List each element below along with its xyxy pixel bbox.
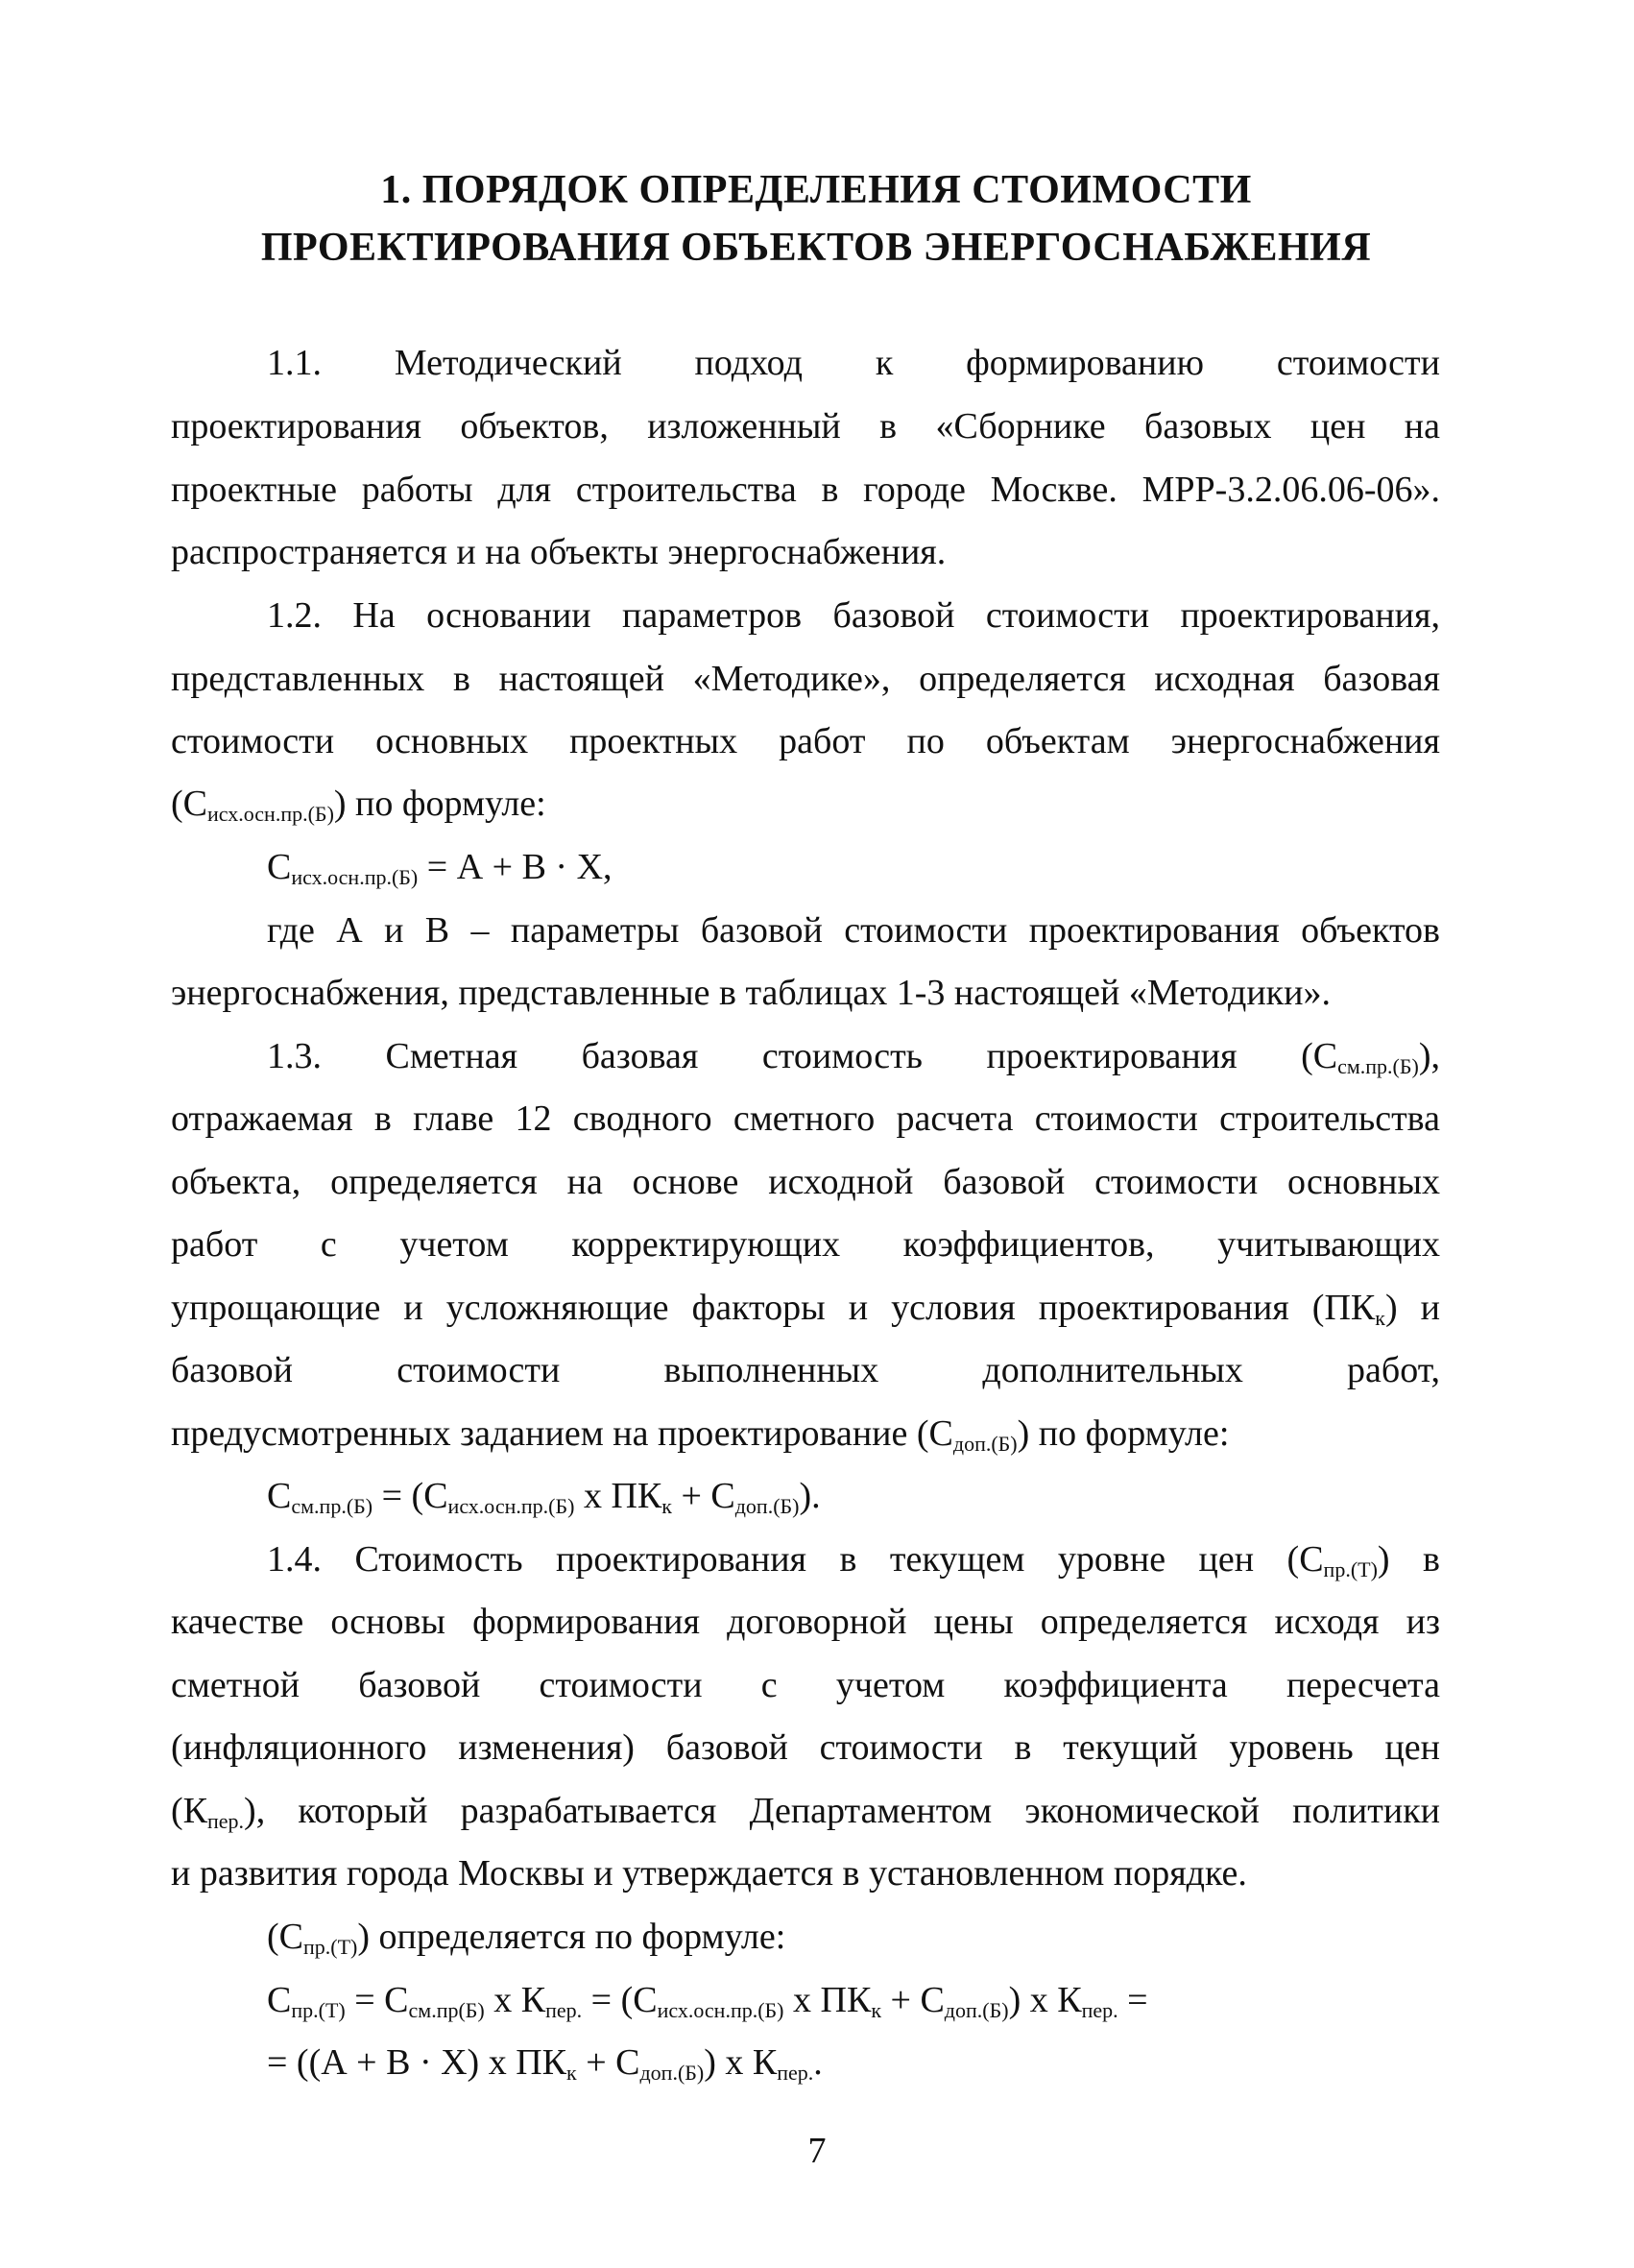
- paragraph-1-3-line-3: объекта, определяется на основе исходной базовой стоимости основных: [171, 1162, 1440, 1202]
- paragraph-1-4-line-3: сметной базовой стоимости с учетом коэффициента пересчета: [171, 1665, 1440, 1705]
- paragraph-1-2-line-3: стоимости основных проектных работ по объектам энергоснабжения: [171, 721, 1440, 761]
- paragraph-1-2-line-1: 1.2. На основании параметров базовой стоимости проектирования,: [267, 595, 1440, 636]
- paragraph-1-1-line-2: проектирования объектов, изложенный в «Сборнике базовых цен на: [171, 406, 1440, 446]
- paragraph-params-line-2: энергоснабжения, представленные в таблицах 1-3 настоящей «Методики».: [171, 973, 1331, 1013]
- section-title: [173, 161, 1459, 277]
- paragraph-1-3-line-5: упрощающие и усложняющие факторы и условия проектирования $(ПК_к)$ и: [171, 1288, 1440, 1330]
- paragraph-1-4-line-5: $(К_{пер.})$, который разрабатывается Департаментом экономической политики: [171, 1791, 1440, 1833]
- title-line-1: 1. ПОРЯДОК ОПРЕДЕЛЕНИЯ СТОИМОСТИ: [380, 168, 1252, 212]
- title-line-2: ПРОЕКТИРОВАНИЯ ОБЪЕКТОВ ЭНЕРГОСНАБЖЕНИЯ: [260, 226, 1372, 270]
- paragraph-1-4-line-1: 1.4. Стоимость проектирования в текущем уровне цен $(С_{пр.(Т)})$ в: [267, 1539, 1440, 1581]
- formula-base-cost: $С_{исх.осн.пр.(Б)} = А + В \cdot Х$,: [267, 847, 613, 889]
- paragraph-1-4-line-2: качестве основы формирования договорной цены определяется исходя из: [171, 1602, 1440, 1642]
- paragraph-1-2-line-4: $(С_{исх.осн.пр.(Б)})$ по формуле:: [171, 784, 546, 826]
- paragraph-1-2-line-2: представленных в настоящей «Методике», определяется исходная базовая: [171, 659, 1440, 699]
- paragraph-1-1-line-1: 1.1. Методический подход к формированию стоимости: [267, 343, 1440, 383]
- paragraph-1-3-line-2: отражаемая в главе 12 сводного сметного расчета стоимости строительства: [171, 1098, 1440, 1139]
- paragraph-1-3-line-4: работ с учетом корректирующих коэффициентов, учитывающих: [171, 1224, 1440, 1265]
- paragraph-params-line-1: где А и В – параметры базовой стоимости проектирования объектов: [267, 910, 1440, 951]
- paragraph-1-4-line-4: (инфляционного изменения) базовой стоимости в текущий уровень цен: [171, 1727, 1440, 1768]
- paragraph-1-3-line-1: 1.3. Сметная базовая стоимость проектирования $(С_{см.пр.(Б)})$,: [267, 1036, 1440, 1078]
- formula-estimate-cost: $С_{см.пр.(Б)} = (С_{исх.осн.пр.(Б)}$ х $ПК_к + С_{доп.(Б)}$).: [267, 1476, 821, 1518]
- page-number: 7: [807, 2131, 827, 2171]
- paragraph-current-cost-intro: $(С_{пр.(Т)})$ определяется по формуле:: [267, 1917, 786, 1959]
- paragraph-1-4-line-6: и развития города Москвы и утверждается в установленном порядке.: [171, 1853, 1247, 1894]
- paragraph-1-1-line-3: проектные работы для строительства в городе Москве. МРР-3.2.06.06-06».: [171, 470, 1440, 510]
- paragraph-1-3-line-7: предусмотренных заданием на проектирование $(С_{доп.(Б)})$ по формуле:: [171, 1413, 1230, 1456]
- formula-current-cost-expanded: = ((А + В · Х) х $ПК_к + С_{доп.(Б)}$) х $К_{пер.}$.: [267, 2042, 823, 2085]
- paragraph-1-1-line-4: распространяется и на объекты энергоснабжения.: [171, 532, 947, 572]
- paragraph-1-3-line-6: базовой стоимости выполненных дополнительных работ,: [171, 1350, 1440, 1390]
- formula-current-cost: $С_{пр.(Т)} = С_{см.пр(Б)}$ х $К_{пер.} = (С_{исх.осн.пр.(Б)}$ х $ПК_к + С_{доп.(Б)}$) х $К_{пер.}$ =: [267, 1980, 1148, 2022]
